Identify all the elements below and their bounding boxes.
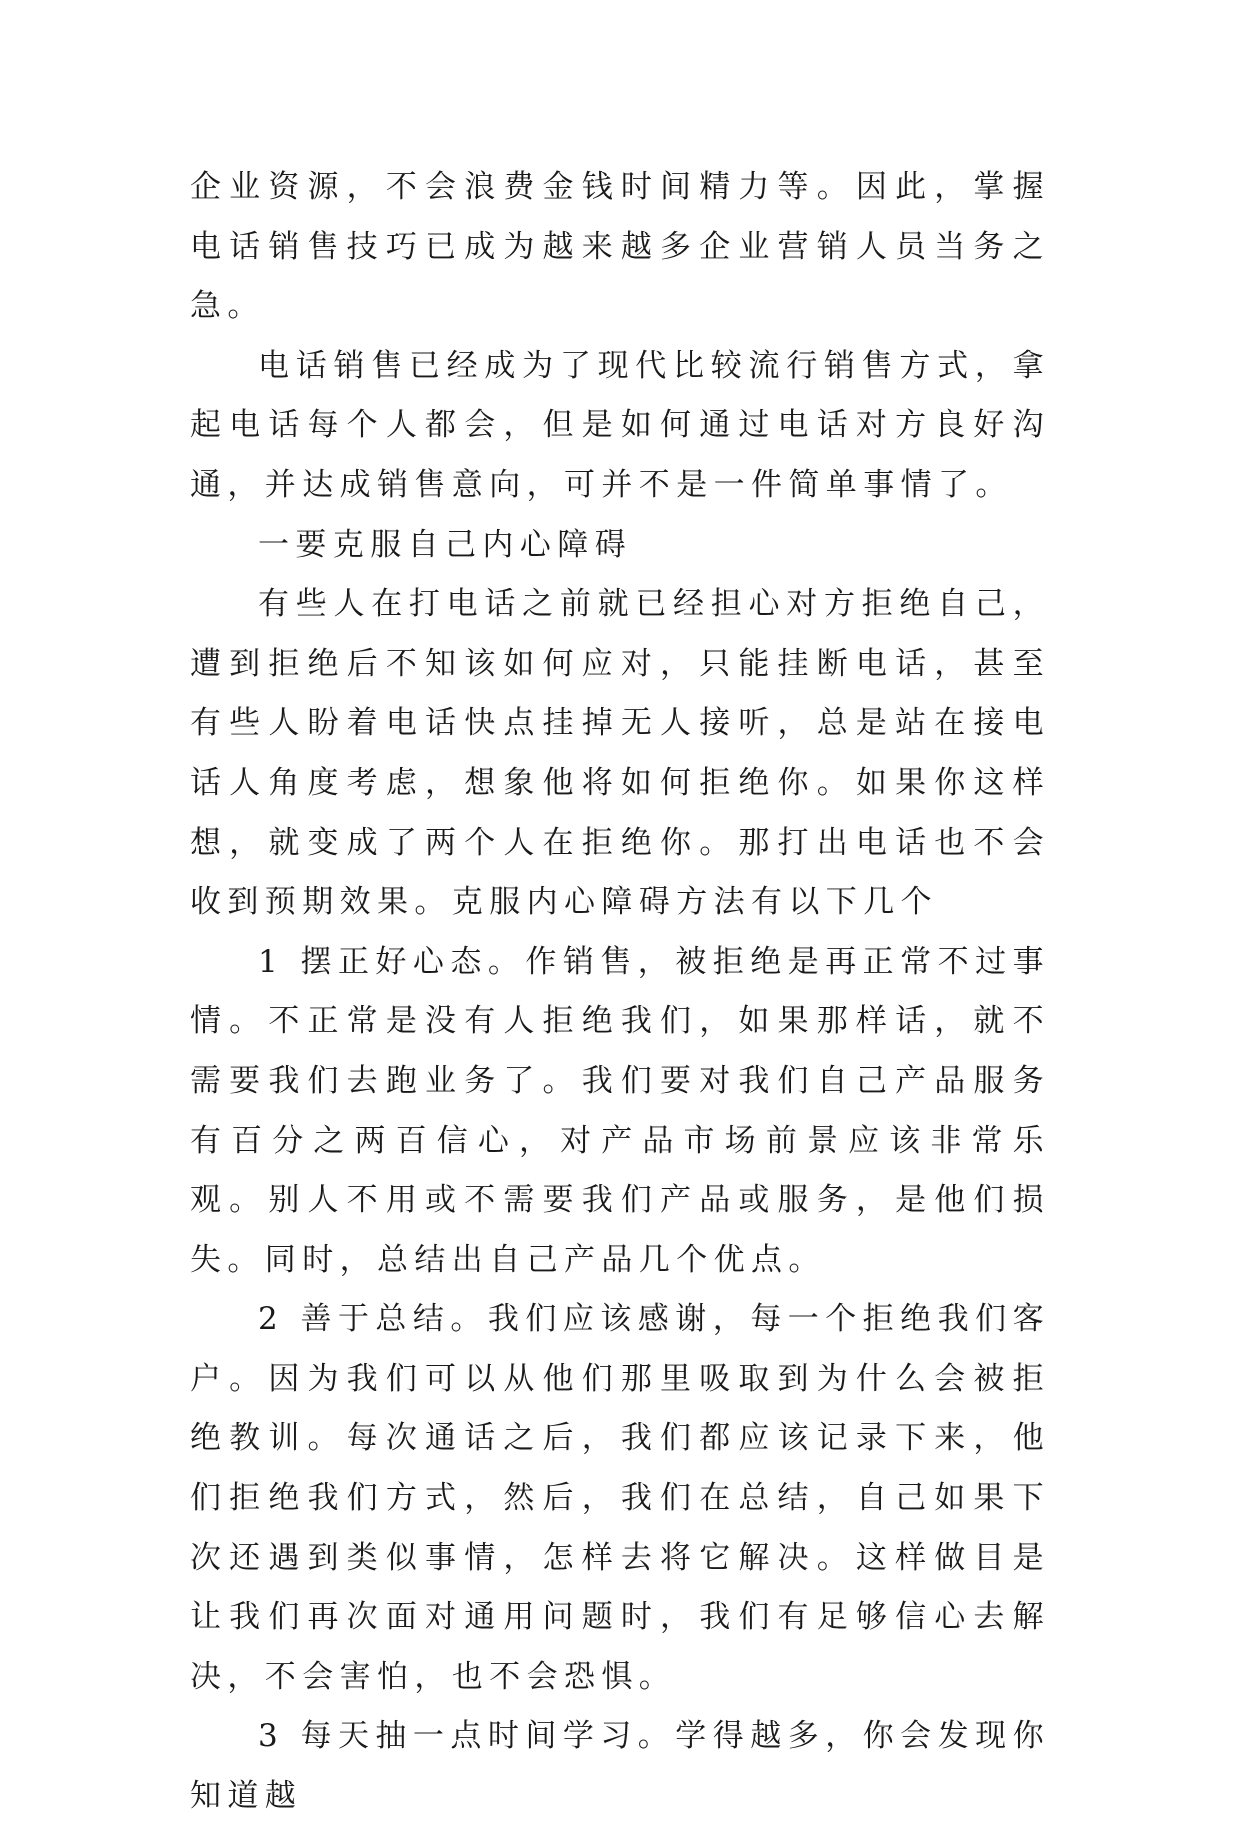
section-heading: 一要克服自己内心障碍 [258, 526, 632, 563]
paragraph: 企业资源，不会浪费金钱时间精力等。因此，掌握电话销售技巧已成为越来越多企业营销人员当务之急。 [190, 169, 1050, 325]
document-body [190, 158, 1050, 1827]
list-item-paragraph: 2 善于总结。我们应该感谢，每一个拒绝我们客户。因为我们可以从他们那里吸取到为什么会被拒绝教训。每次通话之后，我们都应该记录下来，他们拒绝我们方式，然后，我们在总结，自己如果下次还遇到类似事情，怎样去将它解决。这样做目是让我们再次面对通用问题时，我们有足够信心去解决，不会害怕，也不会恐惧。 [190, 1301, 1050, 1695]
paragraph: 有些人在打电话之前就已经担心对方拒绝自己，遭到拒绝后不知该如何应对，只能挂断电话，甚至有些人盼着电话快点挂掉无人接听，总是站在接电话人角度考虑，想象他将如何拒绝你。如果你这样想，就变成了两个人在拒绝你。那打出电话也不会收到预期效果。克服内心障碍方法有以下几个 [190, 586, 1050, 921]
list-item-paragraph: 1 摆正好心态。作销售，被拒绝是再正常不过事情。不正常是没有人拒绝我们，如果那样话，就不需要我们去跑业务了。我们要对我们自己产品服务有百分之两百信心，对产品市场前景应该非常乐观。别人不用或不需要我们产品或服务，是他们损失。同时，总结出自己产品几个优点。 [190, 943, 1050, 1278]
list-item-paragraph: 3 每天抽一点时间学习。学得越多，你会发现你知道越 [190, 1718, 1050, 1815]
paragraph: 电话销售已经成为了现代比较流行销售方式，拿起电话每个人都会，但是如何通过电话对方良好沟通，并达成销售意向，可并不是一件简单事情了。 [190, 347, 1050, 503]
